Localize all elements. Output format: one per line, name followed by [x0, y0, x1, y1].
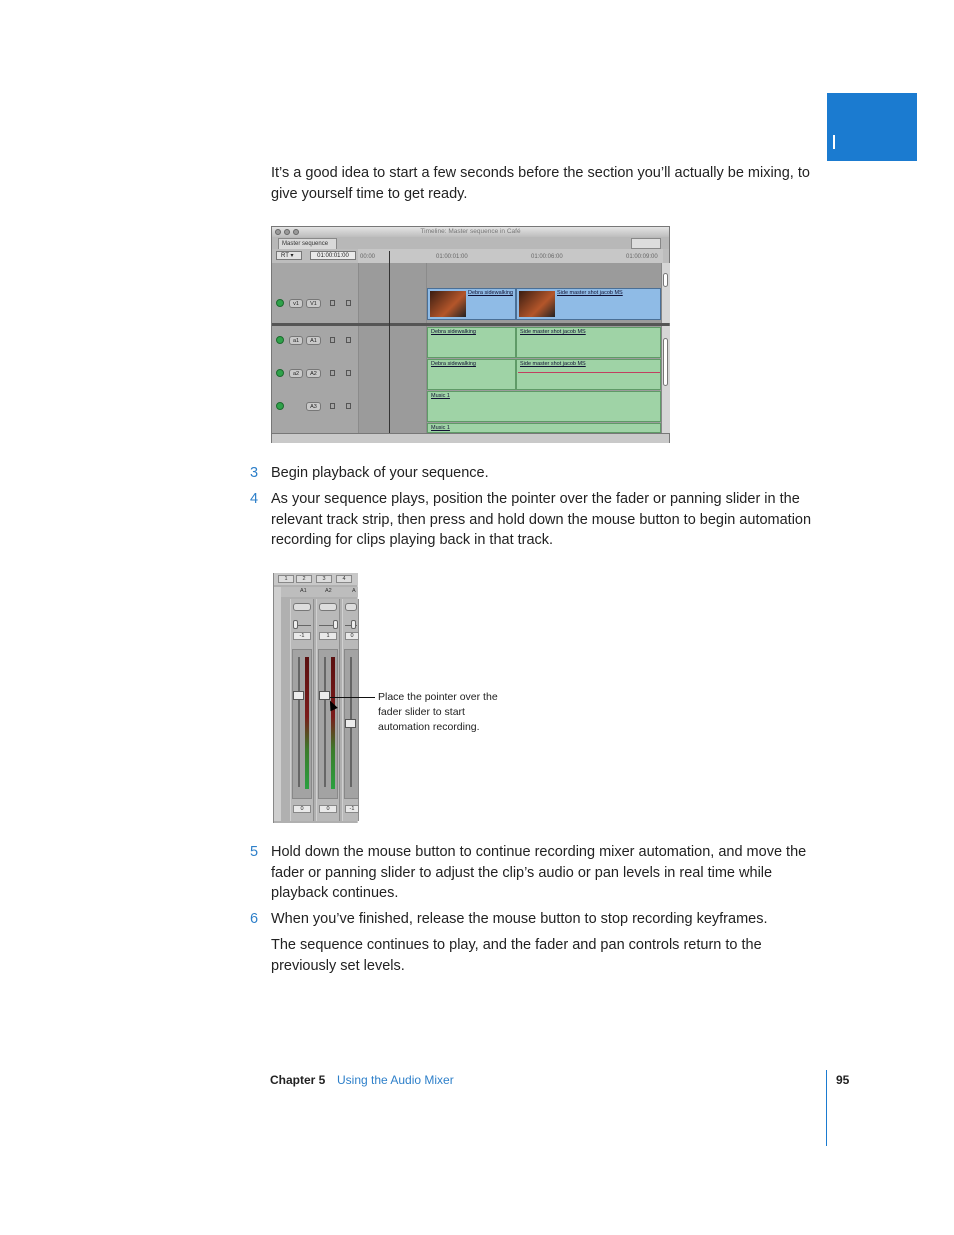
- fader-well: [318, 649, 338, 799]
- level-value: -1: [345, 805, 359, 813]
- step-text: As your sequence plays, position the pointer over the fader or panning slider in the relevant track strip, then press and hold down the mouse button to begin automation recording for clips playing back in that track.: [271, 491, 812, 548]
- lock-icon: [330, 370, 335, 376]
- mixer-tab: 1: [278, 575, 294, 583]
- closing-paragraph: The sequence continues to play, and the fader and pan controls return to the previously set levels.: [271, 937, 762, 974]
- footer-rule: [826, 1070, 827, 1146]
- audio-enable-icon: [276, 402, 284, 410]
- mixer-tab: 4: [336, 575, 352, 583]
- mixer-tab: 2: [296, 575, 312, 583]
- pan-slider: [351, 620, 356, 629]
- clip-a3: [427, 391, 661, 422]
- clip-label: Music 1: [431, 393, 450, 399]
- dest-control-a2: A2: [306, 369, 321, 378]
- channel-strip-a3: [342, 599, 359, 821]
- clip-a2-left: [427, 359, 516, 390]
- pan-value: -1: [293, 632, 311, 640]
- autoselect-icon: [346, 300, 351, 306]
- level-meter: [331, 657, 335, 789]
- footer-chapter-title: Using the Audio Mixer: [337, 1073, 454, 1087]
- clip-label: Side master shot jacob MS: [557, 290, 623, 296]
- clip-a2-right: [516, 359, 661, 390]
- mixer-left-gutter: [274, 587, 281, 821]
- clip-label: Debra sidewalking: [468, 290, 513, 296]
- clip-thumbnail: [519, 291, 555, 317]
- mixer-tabs: [274, 573, 358, 585]
- clip-label: Side master shot jacob MS: [520, 329, 586, 335]
- chapter-tab-mark: [833, 135, 835, 149]
- audio-enable-icon: [276, 369, 284, 377]
- clip-a4: [427, 423, 661, 433]
- clip-label: Side master shot jacob MS: [520, 361, 586, 367]
- channel-strip-a2: [316, 599, 340, 821]
- ruler-label: 01:00:01:00: [436, 254, 468, 260]
- timecode-field: 01:00:01:00: [310, 251, 356, 260]
- footer-chapter: Chapter 5: [270, 1073, 326, 1087]
- callout-text: Place the pointer over the fader slider to start automation recording.: [378, 691, 498, 733]
- step-text: When you’ve finished, release the mouse button to stop recording keyframes.: [271, 911, 768, 927]
- fader-track: [324, 657, 326, 787]
- step-number: 6: [250, 911, 259, 927]
- step-text: Begin playback of your sequence.: [271, 465, 489, 481]
- fader-track: [298, 657, 300, 787]
- clip-label: Debra sidewalking: [431, 361, 476, 367]
- ruler-label: 00:00: [360, 254, 376, 260]
- scroll-thumb: [663, 338, 668, 386]
- level-meter: [305, 657, 309, 789]
- video-scrollbar: [661, 263, 670, 323]
- clip-label: Debra sidewalking: [431, 329, 476, 335]
- timeline-bottom-bar: [272, 433, 669, 443]
- audio-enable-icon: [276, 336, 284, 344]
- fader-slider: [319, 691, 330, 700]
- pan-value: 1: [319, 632, 337, 640]
- dest-control-a1: A1: [306, 336, 321, 345]
- mixer-track-names: [274, 587, 358, 597]
- track-name: A2: [325, 588, 332, 594]
- lock-icon: [330, 337, 335, 343]
- lock-icon: [330, 300, 335, 306]
- fader-slider: [293, 691, 304, 700]
- mute-solo-icon: [319, 603, 337, 611]
- audio-mixer-screenshot: [273, 573, 358, 823]
- timeline-screenshot: [271, 226, 670, 443]
- timeline-tab-row: [272, 237, 669, 249]
- fader-slider: [345, 719, 356, 728]
- page-number: 95: [836, 1073, 850, 1087]
- clip-a1-left: [427, 327, 516, 358]
- callout-leader-line: [330, 697, 375, 698]
- autoselect-icon: [346, 370, 351, 376]
- step-number: 4: [250, 491, 259, 507]
- track-name: A: [352, 588, 356, 594]
- timeline-ruler: [358, 249, 663, 263]
- autoselect-icon: [346, 403, 351, 409]
- video-visibility-icon: [276, 299, 284, 307]
- source-control-a1: a1: [289, 336, 303, 345]
- dest-control-a3: A3: [306, 402, 321, 411]
- clip-a1-right: [516, 327, 661, 358]
- ruler-label: 01:00:06:00: [531, 254, 563, 260]
- timeline-window-button: [631, 238, 661, 249]
- lock-icon: [330, 403, 335, 409]
- chapter-tab: [827, 93, 917, 161]
- pan-slider: [293, 620, 298, 629]
- fader-well: [292, 649, 312, 799]
- step-text: Hold down the mouse button to continue recording mixer automation, and move the fader or panning slider to adjust the clip’s audio or pan levels in real time while playback continues.: [271, 844, 807, 901]
- track-name: A1: [300, 588, 307, 594]
- audio-scrollbar: [661, 326, 670, 433]
- mixer-tab: 3: [316, 575, 332, 583]
- video-track-header: [272, 263, 358, 323]
- step-number: 5: [250, 844, 259, 860]
- rt-popup: RT ▾: [276, 251, 302, 260]
- clip-label: Music 1: [431, 425, 450, 431]
- video-audio-divider: [272, 323, 669, 326]
- clip-v1-left: [427, 288, 516, 320]
- autoselect-icon: [346, 337, 351, 343]
- pan-slider: [333, 620, 338, 629]
- grid-line: [358, 263, 359, 442]
- level-value: 0: [319, 805, 337, 813]
- scroll-thumb: [663, 273, 668, 287]
- playhead: [389, 251, 390, 442]
- ruler-label: 01:00:09:00: [626, 254, 658, 260]
- source-control-a2: a2: [289, 369, 303, 378]
- dest-control-v1: V1: [306, 299, 321, 308]
- tab-master-sequence: Master sequence: [278, 238, 337, 250]
- mute-solo-icon: [293, 603, 311, 611]
- source-control-v1: v1: [289, 299, 303, 308]
- intro-paragraph: It’s a good idea to start a few seconds before the section you’ll actually be mixing, to give yourself time to get ready.: [271, 165, 810, 202]
- audio-level-line: [518, 372, 660, 373]
- pan-value: 0: [345, 632, 359, 640]
- level-value: 0: [293, 805, 311, 813]
- mute-solo-icon: [345, 603, 357, 611]
- clip-v1-right: [516, 288, 661, 320]
- timeline-window-title: Timeline: Master sequence in Café: [420, 228, 521, 235]
- clip-thumbnail: [430, 291, 466, 317]
- step-number: 3: [250, 465, 259, 481]
- channel-strip-a1: [290, 599, 314, 821]
